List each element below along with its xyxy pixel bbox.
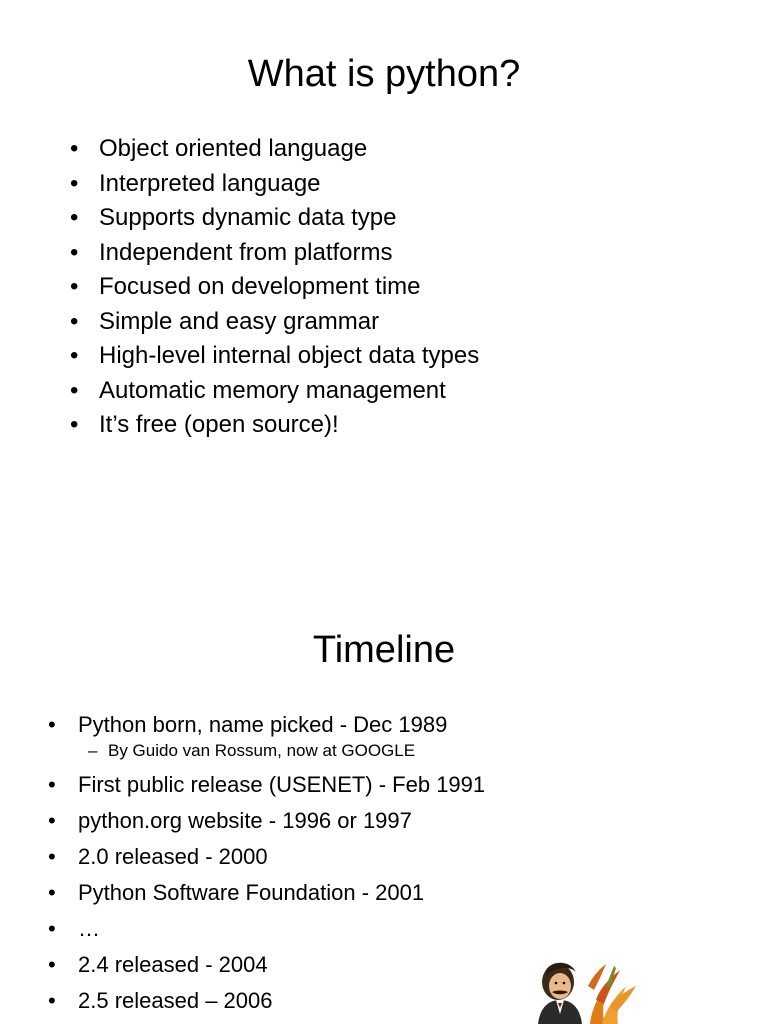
bullet-icon: • <box>70 135 79 162</box>
list-item: • Supports dynamic data type <box>70 201 479 236</box>
list-item: • 2.4 released - 2004 <box>48 947 485 983</box>
slide-timeline <box>0 560 768 1024</box>
list-item: • Python born, name picked - Dec 1989 <box>48 707 485 743</box>
bullet-icon: • <box>48 712 56 737</box>
bullet-icon: • <box>70 307 79 335</box>
list-item: • It’s free (open source)! <box>70 408 479 443</box>
bullet-icon: • <box>70 273 79 300</box>
sub-list-item: – By Guido van Rossum, now at GOOGLE <box>48 737 485 765</box>
slide-title: What is python? <box>247 53 521 95</box>
list-item: • Automatic memory management <box>70 374 479 409</box>
list-item: • python.org website - 1996 or 1997 <box>48 803 485 839</box>
bullet-list <box>48 707 485 1019</box>
bullet-icon: • <box>70 376 79 404</box>
list-item: • Independent from platforms <box>70 236 479 271</box>
list-item: • 2.0 released - 2000 <box>48 839 485 875</box>
list-item: • Focused on development time <box>70 270 479 305</box>
list-item: • Interpreted language <box>70 167 479 202</box>
bullet-icon: • <box>70 238 79 266</box>
bullet-list <box>70 132 479 443</box>
list-item: • Object oriented language <box>70 132 479 167</box>
bullet-icon: • <box>70 411 79 438</box>
bullet-icon: • <box>48 844 56 869</box>
portrait-illustration-icon <box>530 956 640 1024</box>
slide-title: Timeline <box>312 629 456 671</box>
bullet-icon: • <box>70 342 79 369</box>
bullet-icon: • <box>70 204 79 231</box>
list-item: • 2.5 released – 2006 <box>48 983 485 1019</box>
list-item: • Python Software Foundation - 2001 <box>48 875 485 911</box>
bullet-icon: • <box>48 880 56 905</box>
bullet-icon: • <box>48 952 56 977</box>
list-item: • … <box>48 911 485 947</box>
list-item: • First public release (USENET) - Feb 1991 <box>48 767 485 803</box>
bullet-icon: • <box>48 808 56 833</box>
bullet-icon: • <box>48 916 56 941</box>
bullet-icon: • <box>48 772 56 797</box>
list-item: • High-level internal object data types <box>70 339 479 374</box>
bullet-icon: • <box>48 988 56 1013</box>
list-item: • Simple and easy grammar <box>70 305 479 340</box>
bullet-icon: • <box>70 169 79 197</box>
dash-icon: – <box>88 741 98 760</box>
